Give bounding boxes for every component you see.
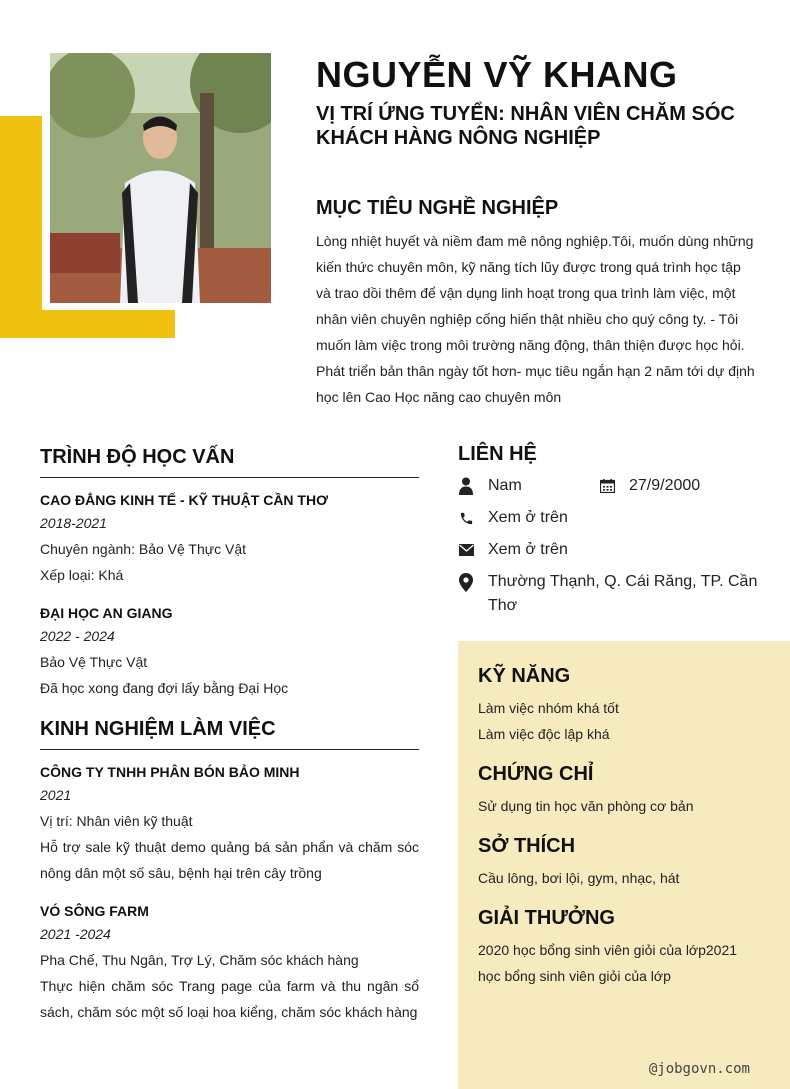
award-item: học bổng sinh viên giỏi của lớp: [478, 968, 671, 984]
objective-heading: MỤC TIÊU NGHỀ NGHIỆP: [316, 197, 559, 219]
experience-detail: Thực hiện chăm sóc Trang page của farm và thu ngân sổ sách, chăm sóc một số loại hoa kiểng, chăm sóc khách hàng: [40, 978, 419, 1020]
certificates-heading: CHỨNG CHỈ: [478, 763, 594, 785]
experience-entry: [40, 901, 419, 1025]
decorative-yellow-bar-horizontal: [0, 310, 175, 338]
address-value: Thường Thạnh, Q. Cái Răng, TP. Cần Thơ: [488, 573, 758, 614]
contact-birthday: [599, 474, 700, 498]
objective-text: Lòng nhiệt huyết và niềm đam mê nông nghiệp.Tôi, muốn dùng những kiến thức chuyên môn, kỹ năng tích lũy được trong quá trình học tập và trao dồi thêm để vận dụng linh hoạt trong qua trình làm việc, một nhân viên chuyên nghiệp cống hiến thật nhiều cho quý công ty. - Tôi muốn làm việc trong môi trường năng động, thân thiện được học hỏi. Phát triển bản thân ngày tốt hơn- mục tiêu ngắn hạn 2 năm tới dự định học lên Cao Học năng cao chuyên môn: [316, 233, 755, 405]
education-section: [40, 446, 419, 701]
education-detail: Đã học xong đang đợi lấy bằng Đại Học: [40, 680, 289, 696]
phone-value: Xem ở trên: [488, 509, 568, 526]
education-entry: [40, 490, 419, 588]
company-name: CÔNG TY TNHH PHÂN BÓN BẢO MINH: [40, 764, 300, 780]
experience-entry: [40, 762, 419, 886]
phone-icon: [458, 506, 474, 530]
skills-heading: KỸ NĂNG: [478, 665, 571, 687]
watermark: @jobgovn.com: [648, 1061, 750, 1077]
contact-phone: [458, 506, 568, 530]
person-icon: [458, 474, 474, 498]
gender-value: Nam: [488, 477, 522, 494]
certificates-section: [478, 761, 778, 819]
profile-photo: [50, 53, 271, 303]
education-date: 2022 - 2024: [40, 628, 115, 644]
contact-address: [458, 570, 758, 618]
award-item: 2020 học bổng sinh viên giỏi của lớp2021: [478, 942, 738, 958]
certificate-item: Sử dụng tin học văn phòng cơ bản: [478, 798, 694, 814]
skill-item: Làm việc nhóm khá tốt: [478, 700, 619, 716]
decorative-yellow-bar-vertical: [0, 116, 42, 338]
company-name: VÓ SÔNG FARM: [40, 903, 149, 919]
school-name: ĐẠI HỌC AN GIANG: [40, 605, 173, 621]
side-panel: [458, 641, 790, 1089]
email-value: Xem ở trên: [488, 541, 568, 558]
skills-section: [478, 663, 778, 747]
experience-date: 2021 -2024: [40, 926, 111, 942]
candidate-name: NGUYỄN VỸ KHANG: [316, 54, 678, 95]
birthday-value: 27/9/2000: [629, 477, 701, 494]
contact-email: [458, 538, 568, 562]
education-entry: [40, 603, 419, 701]
skill-item: Làm việc độc lập khá: [478, 726, 610, 742]
experience-section: [40, 718, 419, 1025]
education-detail: Chuyên ngành: Bảo Vệ Thực Vật: [40, 541, 247, 557]
experience-heading: KINH NGHIỆM LÀM VIỆC: [40, 718, 276, 740]
contact-section: [458, 443, 758, 466]
calendar-icon: [599, 474, 615, 498]
section-divider: [40, 749, 419, 750]
experience-detail: Hỗ trợ sale kỹ thuật demo quảng bá sản phẩn và chăm sóc nông dân một số sâu, bệnh hại trên cây trồng: [40, 839, 419, 881]
awards-section: [478, 905, 778, 989]
location-pin-icon: [458, 570, 474, 594]
section-divider: [40, 477, 419, 478]
experience-date: 2021: [40, 787, 72, 803]
contact-heading: LIÊN HỆ: [458, 443, 537, 465]
awards-heading: GIẢI THƯỞNG: [478, 907, 615, 929]
mail-icon: [458, 538, 474, 562]
education-detail: Xếp loại: Khá: [40, 567, 124, 583]
education-date: 2018-2021: [40, 515, 107, 531]
hobbies-section: [478, 833, 778, 891]
hobby-item: Cầu lông, bơi lội, gym, nhạc, hát: [478, 870, 680, 886]
education-detail: Bảo Vệ Thực Vật: [40, 654, 148, 670]
education-heading: TRÌNH ĐỘ HỌC VẤN: [40, 446, 235, 468]
applied-position: VỊ TRÍ ỨNG TUYỂN: NHÂN VIÊN CHĂM SÓC KHÁCH HÀNG NÔNG NGHIỆP: [316, 103, 735, 149]
school-name: CAO ĐẲNG KINH TẾ - KỸ THUẬT CẦN THƠ: [40, 492, 329, 508]
experience-detail: Vị trí: Nhân viên kỹ thuật: [40, 813, 193, 829]
experience-detail: Pha Chế, Thu Ngân, Trợ Lý, Chăm sóc khách hàng: [40, 952, 359, 968]
hobbies-heading: SỞ THÍCH: [478, 835, 576, 857]
contact-gender: [458, 474, 522, 498]
